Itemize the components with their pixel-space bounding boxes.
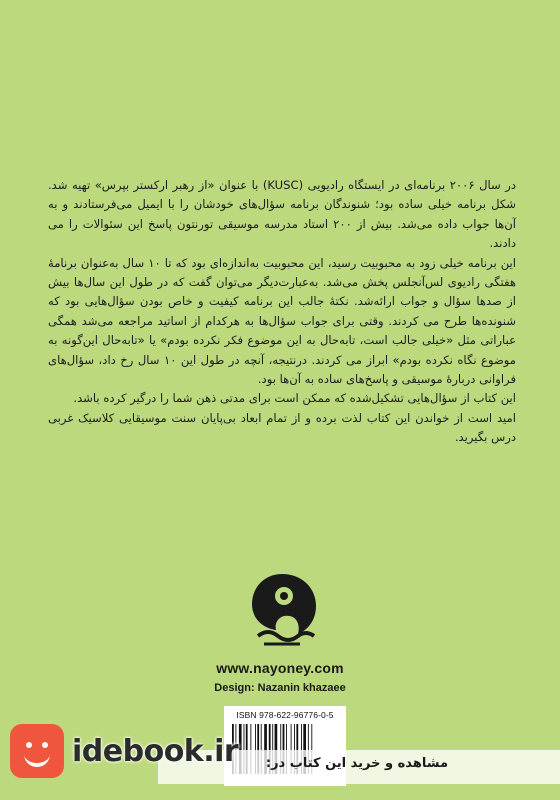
publisher-logo-icon xyxy=(244,570,320,648)
blurb-paragraph-1: در سال ۲۰۰۶ برنامه‌ای در ایستگاه رادیویی (KUSC) با عنوان «از رهبر ارکستر بپرس» تهیه شد. شکل برنامه خیلی ساده بود؛ شنوندگان برنامه سؤال‌های خودشان را با ایمیل می‌فرستادند و به آن‌ها جواب داده می‌شد. بیش از ۲۰۰ استاد مدرسه موسیقی تورنتون پاسخ این سئوالات را می دادند. xyxy=(48,178,516,251)
smiley-book-icon xyxy=(10,724,64,778)
blurb-paragraph-4: امید است از خواندن این کتاب لذت برده و از تمام ابعاد بی‌پایان سنت موسیقایی کلاسیک غربی درس بگیرید. xyxy=(48,410,516,445)
blurb-paragraph-2: این برنامه خیلی زود به محبوبیت رسید، این محبوبیت به‌اندازه‌ای بود که تا ۱۰ سال به‌عنوان برنامهٔ هفتگی رادیوی لس‌آنجلس پخش می‌شد. به‌عبارت‌دیگر می‌توان گفت که در طول این سال‌ها بیش از صدها سؤال و جواب ارائه‌شد. نکتهٔ جالب این برنامه کیفیت و خاص بودن سؤال‌هایی بود که شنونده‌ها طرح می کردند. وقتی برای جواب سؤال‌ها به هرکدام از اساتید مراجعه می‌شد همگی عباراتی مثل «خیلی جالب است، تابه‌حال به این موضوع فکر نکرده بودم» یا «تابه‌حال این‌گونه به موضوع نگاه نکرده بودم» ابراز می کردند. درنتیجه، آنچه در طول این ۱۰ سال رخ داد، سؤال‌های فراوانی دربارهٔ موسیقی و پاسخ‌های ساده به آن‌ها بود. xyxy=(48,255,516,387)
watermark-brand: idebook.ir xyxy=(72,734,239,769)
isbn-number: ISBN 978-622-96776-0-5 xyxy=(236,710,334,720)
watermark-caption: مشاهده و خرید این کتاب در: xyxy=(265,756,448,771)
designer-credit: Design: Nazanin khazaee xyxy=(214,682,346,694)
watermark xyxy=(0,716,560,800)
blurb-paragraph-3: این کتاب از سؤال‌هایی تشکیل‌شده که ممکن است برای مدتی ذهن شما را درگیر کرده باشد. xyxy=(73,391,516,406)
blurb-text xyxy=(48,176,516,448)
publisher-website: www.nayoney.com xyxy=(216,660,344,676)
